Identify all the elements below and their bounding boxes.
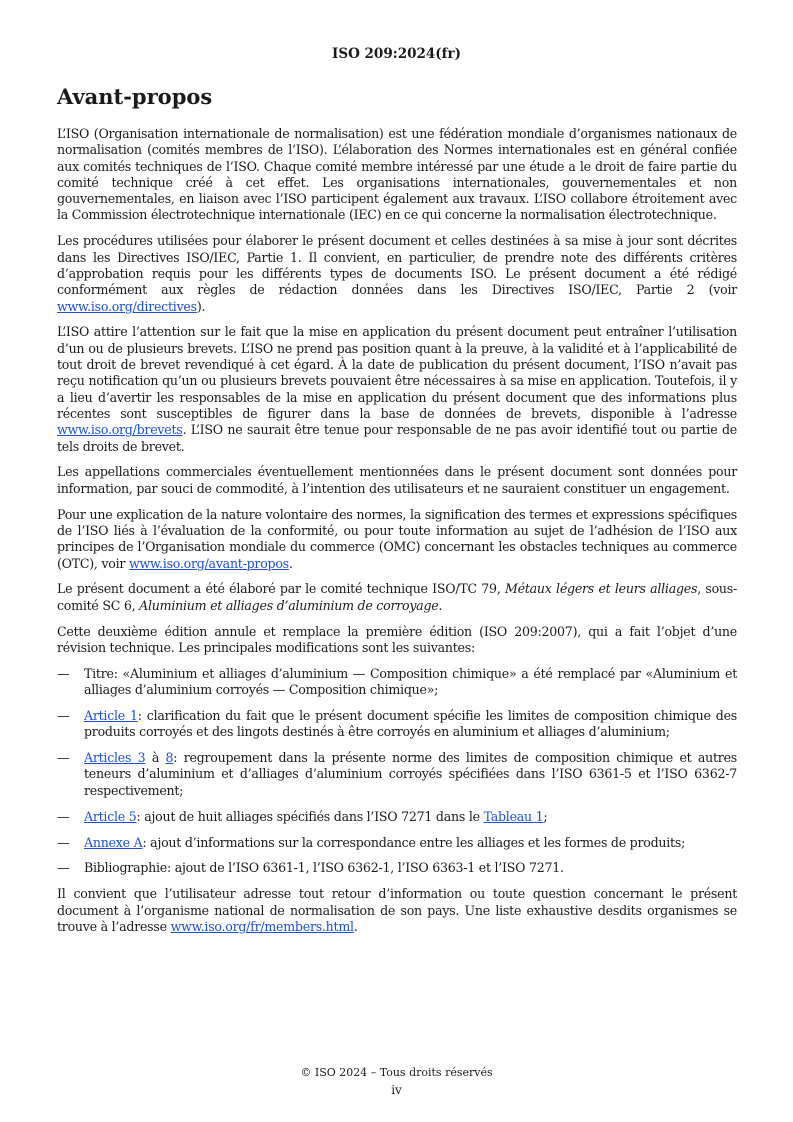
text-run: Les procédures utilisées pour élaborer le présent document et celles destinées à sa mise à jour sont décrites dans les Directives ISO/IEC, Partie 1. Il convient, en particulier, de prendre note des différents critères d’approbation requis pour les différents types de documents ISO. Le présent document a été rédigé conformément aux règles de rédaction données dans les Directives ISO/IEC, Partie 2 (voir bbox=[57, 233, 737, 298]
list-dash: — bbox=[57, 860, 70, 876]
hyperlink[interactable]: 8 bbox=[165, 750, 174, 766]
list-dash: — bbox=[57, 834, 70, 850]
list-item bbox=[57, 809, 737, 825]
hyperlink[interactable]: Articles 3 bbox=[84, 750, 146, 766]
text-run: Titre: «Aluminium et alliages d’aluminium — Composition chimique» a été remplacé par «Aluminium et alliages d’aluminium corroyés — Composition chimique»; bbox=[84, 665, 737, 698]
text-run: : regroupement dans la présente norme des limites de composition chimique et autres teneurs d’aluminium et d’alliages d’aluminium corroyés spécifiées dans l’ISO 6361-5 et l’ISO 6362-7 respectivement; bbox=[84, 750, 737, 798]
document-header: ISO 209:2024(fr) bbox=[332, 46, 461, 62]
closing-paragraph bbox=[57, 886, 737, 935]
list-dash: — bbox=[57, 750, 70, 766]
paragraph bbox=[57, 507, 737, 572]
hyperlink[interactable]: Article 1 bbox=[84, 707, 138, 723]
text-run: . bbox=[438, 597, 443, 613]
list-item bbox=[57, 860, 737, 876]
hyperlink[interactable]: Article 5 bbox=[84, 808, 137, 824]
list-item-text bbox=[84, 750, 737, 799]
text-run: . L’ISO ne saurait être tenue pour responsable de ne pas avoir identifié tout ou partie de tels droits de brevet. bbox=[57, 422, 737, 454]
text-run: : ajout de huit alliages spécifiés dans l’ISO 7271 dans le bbox=[136, 808, 484, 824]
italic-text: Aluminium et alliages d’aluminium de corroyage bbox=[139, 597, 439, 613]
hyperlink[interactable]: www.iso.org/brevets bbox=[57, 422, 183, 438]
modifications-list bbox=[57, 666, 737, 877]
text-run: , sous-comité SC 6, bbox=[57, 581, 737, 613]
hyperlink[interactable]: www.iso.org/avant-propos bbox=[128, 555, 289, 571]
text-run: . bbox=[353, 918, 358, 934]
paragraphs bbox=[57, 126, 737, 656]
hyperlink[interactable]: www.iso.org/fr/members.html bbox=[170, 918, 354, 934]
list-item bbox=[57, 750, 737, 799]
text-run: Les appellations commerciales éventuellement mentionnées dans le présent document sont données pour information, par souci de commodité, à l’intention des utilisateurs et ne sauraient constituer un engagement. bbox=[57, 464, 737, 496]
hyperlink[interactable]: www.iso.org/directives bbox=[57, 298, 197, 314]
list-item-text bbox=[84, 860, 737, 876]
list-dash: — bbox=[57, 665, 70, 681]
list-item-text bbox=[84, 809, 737, 825]
paragraph bbox=[57, 233, 737, 314]
text-run: : ajout d’informations sur la correspondance entre les alliages et les formes de produits; bbox=[142, 834, 686, 850]
paragraph bbox=[57, 581, 737, 614]
paragraph bbox=[57, 624, 737, 657]
list-dash: — bbox=[57, 808, 70, 824]
italic-text: Métaux légers et leurs alliages bbox=[505, 581, 698, 597]
text-run: ; bbox=[543, 808, 548, 824]
paragraph bbox=[57, 324, 737, 454]
list-dash: — bbox=[57, 707, 70, 723]
list-item-text bbox=[84, 835, 737, 851]
text-run: à bbox=[145, 750, 166, 766]
copyright-footer: © ISO 2024 – Tous droits réservés bbox=[300, 1066, 493, 1079]
paragraph bbox=[57, 126, 737, 224]
text-run: Il convient que l’utilisateur adresse tout retour d’information ou toute question concernant le présent document à l’organisme national de normalisation de son pays. Une liste exhaustive desdits organismes se trouve à l’adresse bbox=[57, 886, 737, 934]
paragraph bbox=[57, 464, 737, 497]
text-run: L’ISO attire l’attention sur le fait que la mise en application du présent document peut entraîner l’utilisation d’un ou de plusieurs brevets. L’ISO ne prend pas position quant à la preuve, à la validité et à l’applicabilité de tout droit de brevet revendiqué à cet égard. À la date de publication du présent document, l’ISO n’avait pas reçu notification qu’un ou plusieurs brevets pouvaient être nécessaires à sa mise en application. Toutefois, il y a lieu d’avertir les responsables de la mise en application du présent document que des informations plus récentes sont susceptibles de figurer dans la base de données de brevets, disponible à l’adresse bbox=[57, 324, 737, 421]
list-item bbox=[57, 835, 737, 851]
list-item bbox=[57, 708, 737, 741]
text-run: Cette deuxième édition annule et remplace la première édition (ISO 209:2007), qui a fait l’objet d’une révision technique. Les principales modifications sont les suivantes: bbox=[57, 623, 737, 655]
text-run: L’ISO (Organisation internationale de normalisation) est une fédération mondiale d’organismes nationaux de normalisation (comités membres de l’ISO). L’élaboration des Normes internationales est en général confiée aux comités techniques de l’ISO. Chaque comité membre intéressé par une étude a le droit de faire partie du comité technique créé à cet effet. Les organisations internationales, gouvernementales et non gouvernementales, en liaison avec l’ISO participent également aux travaux. L’ISO collabore étroitement avec la Commission électrotechnique internationale (IEC) en ce qui concerne la normalisation électrotechnique. bbox=[57, 126, 737, 223]
text-run: Bibliographie: ajout de l’ISO 6361-1, l’ISO 6362-1, l’ISO 6363-1 et l’ISO 7271. bbox=[84, 860, 564, 876]
text-run: Le présent document a été élaboré par le comité technique ISO/TC 79, bbox=[57, 581, 505, 597]
text-run: Pour une explication de la nature volontaire des normes, la signification des termes et expressions spécifiques de l’ISO liés à l’évaluation de la conformité, ou pour toute information au sujet de l’adhésion de l’ISO aux principes de l’Organisation mondiale du commerce (OMC) concernant les obstacles techniques au commerce (OTC), voir bbox=[57, 506, 737, 571]
document-body bbox=[57, 126, 737, 945]
text-run: . bbox=[288, 555, 293, 571]
list-item-text bbox=[84, 666, 737, 699]
list-item-text bbox=[84, 708, 737, 741]
text-run: ). bbox=[196, 298, 206, 314]
section-title: Avant-propos bbox=[57, 84, 213, 109]
page-number: iv bbox=[391, 1083, 402, 1097]
list-item bbox=[57, 666, 737, 699]
hyperlink[interactable]: Annexe A bbox=[84, 834, 143, 850]
hyperlink[interactable]: Tableau 1 bbox=[483, 808, 544, 824]
text-run: : clarification du fait que le présent document spécifie les limites de composition chimique des produits corroyés et des lingots destinés à être corroyés en aluminium et alliages d’aluminium; bbox=[84, 707, 737, 740]
